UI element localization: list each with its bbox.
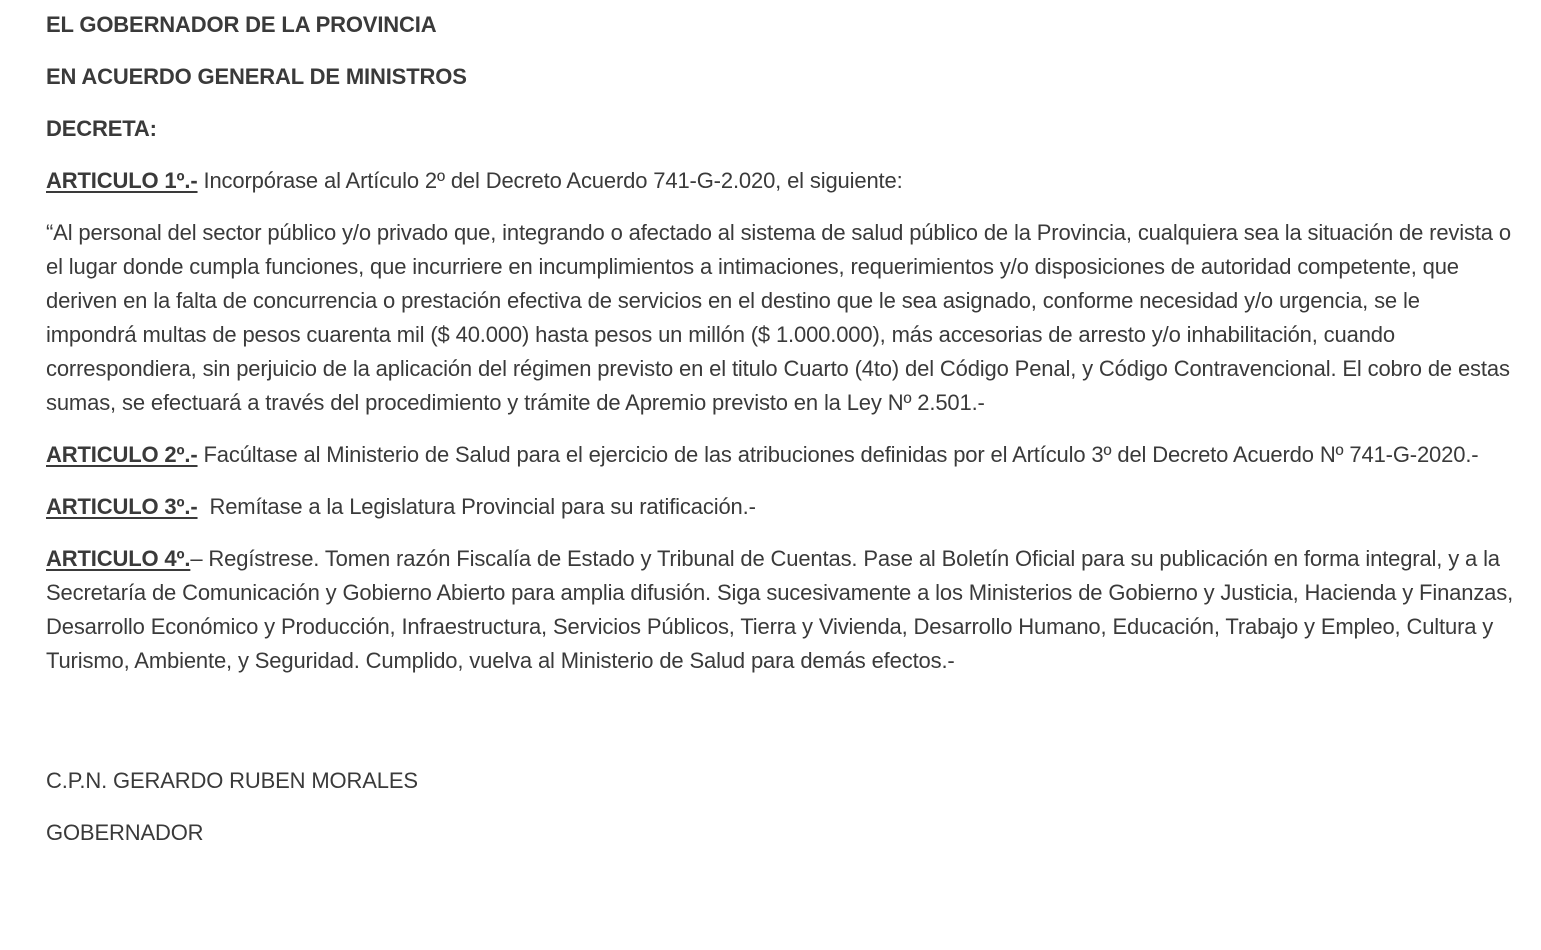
article-4-label: ARTICULO 4º. bbox=[46, 546, 191, 571]
signature-title: GOBERNADOR bbox=[46, 820, 204, 845]
article-2-label: ARTICULO 2º.- bbox=[46, 442, 198, 467]
article-1-quote: “Al personal del sector público y/o privado que, integrando o afectado al sistema de salud público de la Provincia, cualquiera sea la situación de revista o el lugar donde cumpla funciones, que incurriere en incumplimientos a intimaciones, requerimientos y/o disposiciones de autoridad competente, que deriven en la falta de concurrencia o prestación efectiva de servicios en el destino que le sea asignado, conforme necesidad y/o urgencia, se le impondrá multas de pesos cuarenta mil ($ 40.000) hasta pesos un millón ($ 1.000.000), más accesorias de arresto y/o inhabilitación, cuando correspondiera, sin perjuicio de la aplicación del régimen previsto en el titulo Cuarto (4to) del Código Penal, y Código Contravencional. El cobro de estas sumas, se efectuará a través del procedimiento y trámite de Apremio previsto en la Ley Nº 2.501.- bbox=[46, 220, 1511, 415]
signature-spacer bbox=[46, 696, 1516, 764]
article-1-label: ARTICULO 1º.- bbox=[46, 168, 198, 193]
decree-document bbox=[46, 8, 1516, 868]
article-1 bbox=[46, 164, 1516, 198]
article-3-text: Remítase a la Legislatura Provincial para su ratificación.- bbox=[197, 494, 756, 519]
article-1-text: Incorpórase al Artículo 2º del Decreto Acuerdo 741-G-2.020, el siguiente: bbox=[197, 168, 903, 193]
article-4 bbox=[46, 542, 1516, 678]
header-governor: EL GOBERNADOR DE LA PROVINCIA bbox=[46, 12, 437, 37]
article-2 bbox=[46, 438, 1516, 472]
article-4-text: – Regístrese. Tomen razón Fiscalía de Estado y Tribunal de Cuentas. Pase al Boletín Oficial para su publicación en forma integral, y a la Secretaría de Comunicación y Gobierno Abierto para amplia difusión. Siga sucesivamente a los Ministerios de Gobierno y Justicia, Hacienda y Finanzas, Desarrollo Económico y Producción, Infraestructura, Servicios Públicos, Tierra y Vivienda, Desarrollo Humano, Educación, Trabajo y Empleo, Cultura y Turismo, Ambiente, y Seguridad. Cumplido, vuelva al Ministerio de Salud para demás efectos.- bbox=[46, 546, 1514, 673]
header-ministers: EN ACUERDO GENERAL DE MINISTROS bbox=[46, 64, 467, 89]
signature-name: C.P.N. GERARDO RUBEN MORALES bbox=[46, 768, 418, 793]
article-2-text: Facúltase al Ministerio de Salud para el ejercicio de las atribuciones definidas por el Artículo 3º del Decreto Acuerdo Nº 741-G-2020.- bbox=[197, 442, 1479, 467]
article-3-label: ARTICULO 3º.- bbox=[46, 494, 198, 519]
header-decreta: DECRETA: bbox=[46, 116, 157, 141]
article-3 bbox=[46, 490, 1516, 524]
